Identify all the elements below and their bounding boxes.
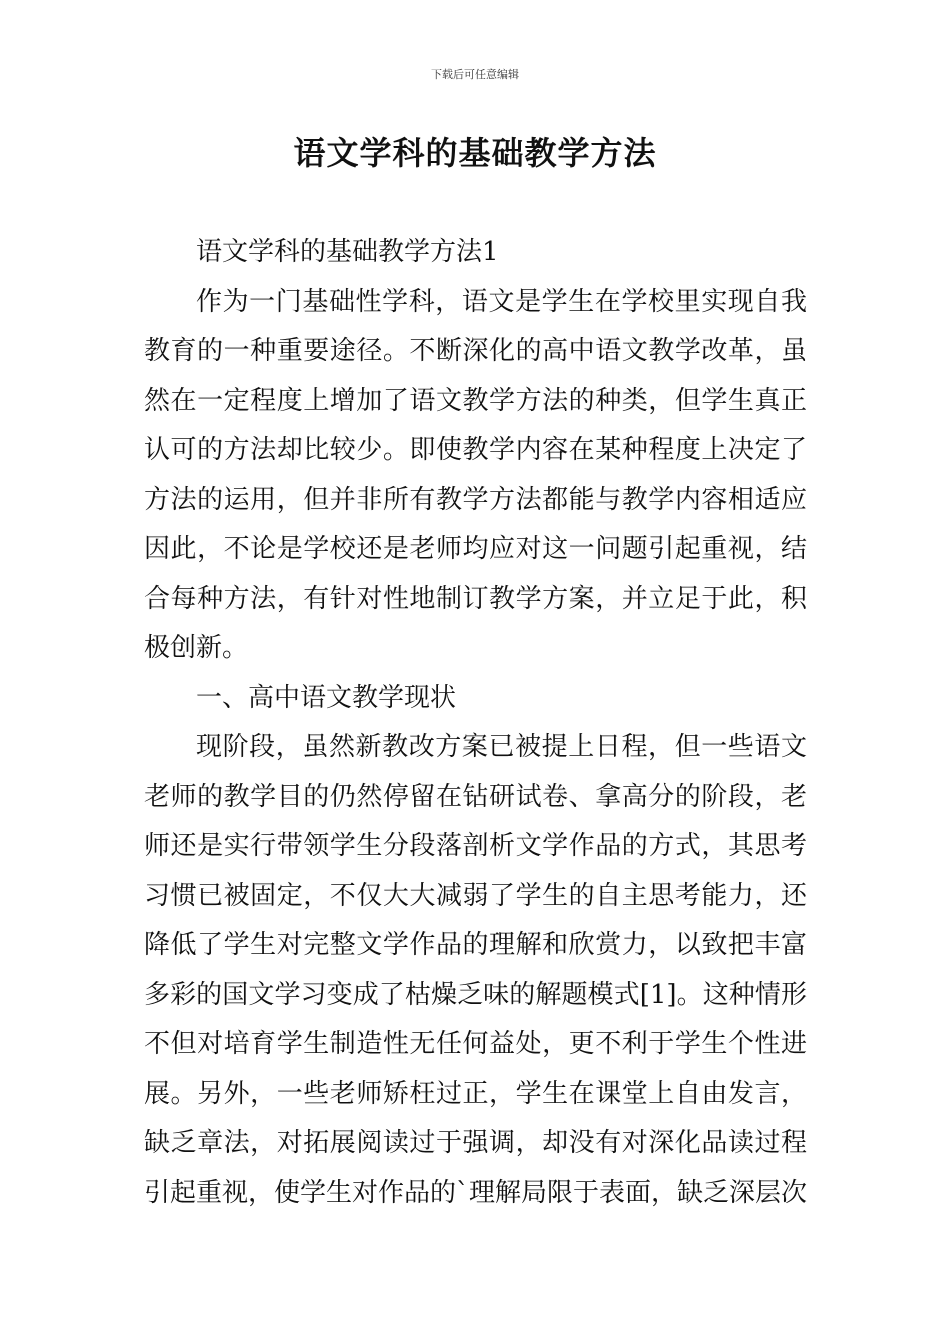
header-note: 下载后可任意编辑	[431, 68, 519, 81]
document-title: 语文学科的基础教学方法	[293, 134, 657, 172]
paragraph: 作为一门基础性学科，语文是学生在学校里实现自我教育的一种重要途径。不断深化的高中语文教学改革，虽然在一定程度上增加了语文教学方法的种类，但学生真正认可的方法却比较少。即使教学内容在某种程度上决定了方法的运用，但并非所有教学方法都能与教学内容相适应因此，不论是学校还是老师均应对这一问题引起重视，结合每种方法，有针对性地制订教学方案，并立足于此，积极创新。	[144, 286, 807, 663]
section-heading: 一、高中语文教学现状	[196, 682, 457, 713]
paragraph: 现阶段，虽然新教改方案已被提上日程，但一些语文老师的教学目的仍然停留在钻研试卷、拿高分的阶段，老师还是实行带领学生分段落剖析文学作品的方式，其思考习惯已被固定，不仅大大减弱了学生的自主思考能力，还降低了学生对完整文学作品的理解和欣赏力，以致把丰富多彩的国文学习变成了枯燥乏味的解题模式[1]。这种情形不但对培育学生制造性无任何益处，更不利于学生个性进展。另外，一些老师矫枉过正，学生在课堂上自由发言，缺乏章法，对拓展阅读过于强调，却没有对深化品读过程引起重视，使学生对作品的`理解局限于表面，缺乏深层次	[144, 732, 808, 1208]
section-heading: 语文学科的基础教学方法1	[196, 237, 499, 267]
document-body	[144, 228, 807, 1218]
